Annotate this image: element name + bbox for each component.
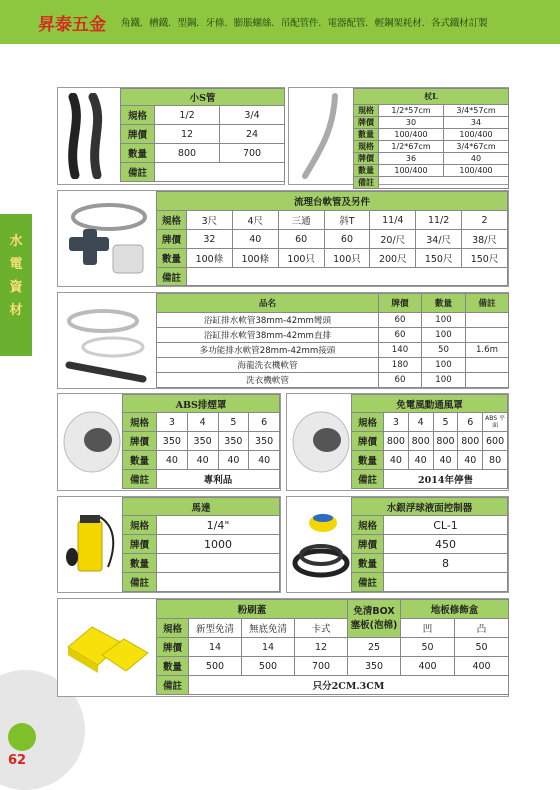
cell: 3/4*67cm: [444, 141, 509, 153]
l-pipe-card: [288, 87, 509, 185]
cell: 100: [422, 328, 466, 343]
float-switch-table: [351, 497, 508, 592]
cell: 100: [422, 358, 466, 373]
float-switch-title: 水銀浮球液面控制器: [352, 498, 508, 516]
cell: 100條: [232, 249, 278, 268]
vent-card: [286, 393, 509, 491]
cell: 100/400: [444, 165, 509, 177]
drain-hose-image: [63, 299, 151, 383]
item-name: 海龍洗衣機軟管: [157, 358, 379, 373]
cell: 3尺: [187, 211, 233, 230]
cell: 3: [157, 413, 188, 432]
cell: 40: [218, 451, 249, 470]
cell: 3: [384, 413, 409, 432]
cell: 12: [295, 638, 348, 657]
brush-cover-title: 粉刷蓋: [157, 600, 348, 619]
row-label: 規格: [352, 516, 384, 535]
row-label: 規格: [352, 413, 384, 432]
hood-image: [62, 404, 122, 480]
row-label: 備註: [123, 573, 157, 592]
cell: 新型免清: [189, 619, 242, 638]
row-label: 牌價: [123, 535, 157, 554]
l-pipe-title: 杖L: [354, 89, 509, 105]
item-name: 浴缸排水軟管38mm-42mm彎頭: [157, 313, 379, 328]
cell: 200尺: [370, 249, 416, 268]
cell: 2: [462, 211, 508, 230]
vent-title: 免電風動通風罩: [352, 395, 508, 413]
box-plug-title: 免清BOX: [353, 605, 395, 617]
float-switch-card: [286, 496, 509, 593]
row-label: 數量: [123, 451, 157, 470]
cell: 150尺: [416, 249, 462, 268]
cell: 450: [384, 535, 508, 554]
cell: 4尺: [232, 211, 278, 230]
note-cell: 專利品: [157, 470, 280, 489]
cell: 凹: [401, 619, 455, 638]
cell: 34: [444, 117, 509, 129]
box-cover-table: [156, 599, 509, 695]
row-label: 規格: [121, 106, 155, 125]
cell: 350: [157, 432, 188, 451]
row-label: 規格: [354, 105, 379, 117]
row-label: 牌價: [352, 432, 384, 451]
cell: [187, 268, 508, 286]
pump-image: [62, 507, 122, 583]
corner-dot: [8, 723, 36, 751]
cell: 100/400: [379, 129, 444, 141]
cell: 12: [155, 125, 220, 144]
cell: 40: [232, 230, 278, 249]
cell: 150尺: [462, 249, 508, 268]
hose-list-card: [57, 292, 509, 389]
row-label: 牌價: [157, 638, 189, 657]
cell: 32: [187, 230, 233, 249]
row-label: 數量: [354, 129, 379, 141]
cell: 1/4": [157, 516, 280, 535]
cell: 350: [249, 432, 280, 451]
cell: 14: [242, 638, 295, 657]
cell: CL-1: [384, 516, 508, 535]
cell: 700: [295, 657, 348, 676]
cell: 350: [348, 657, 401, 676]
cell: 60: [379, 373, 422, 388]
cell: ABS 平面: [483, 413, 508, 432]
box-cover-card: [57, 598, 509, 697]
row-label: 規格: [123, 413, 157, 432]
cell: 800: [433, 432, 458, 451]
cell: 5: [218, 413, 249, 432]
cell: 40: [458, 451, 483, 470]
cell: 60: [379, 313, 422, 328]
header-tagline: 角鐵．槽鐵．型鋼．牙條．膨脹螺絲．吊配管件．電器配管．輕鋼架耗材．各式鐵材訂製: [121, 18, 488, 29]
cell: 斜T: [324, 211, 370, 230]
cell: 40: [187, 451, 218, 470]
row-label: 規格: [157, 619, 189, 638]
cell: 34/尺: [416, 230, 462, 249]
cell: 4: [408, 413, 433, 432]
vent-image: [291, 404, 351, 480]
brand-title: 昇泰五金: [38, 15, 106, 35]
cell: 50: [401, 638, 455, 657]
cell: 無底免清: [242, 619, 295, 638]
cell: 700: [220, 144, 285, 163]
cell: 800: [155, 144, 220, 163]
row-label: 牌價: [354, 153, 379, 165]
cell: 80: [483, 451, 508, 470]
pump-table: [122, 497, 280, 592]
s-pipe-table: [120, 88, 285, 182]
cell: 100: [422, 373, 466, 388]
cell: 350: [187, 432, 218, 451]
pump-card: [57, 496, 281, 593]
col-header: 數量: [422, 294, 466, 313]
cell: 50: [422, 343, 466, 358]
row-label: 數量: [157, 657, 189, 676]
col-header: 牌價: [379, 294, 422, 313]
cell: 800: [384, 432, 409, 451]
cell: [155, 163, 285, 182]
cell: 40: [249, 451, 280, 470]
cell: [466, 373, 509, 388]
box-plug-subtitle: 塞板(泡棉): [350, 619, 398, 631]
cell: 1/2: [155, 106, 220, 125]
row-label: 備註: [354, 177, 379, 189]
cell: 1/2*67cm: [379, 141, 444, 153]
row-label: 備註: [157, 268, 187, 286]
row-label: 牌價: [123, 432, 157, 451]
cell: 11/4: [370, 211, 416, 230]
row-label: 規格: [157, 211, 187, 230]
cell: 100/400: [379, 165, 444, 177]
cell: 1/2*57cm: [379, 105, 444, 117]
cell: 14: [189, 638, 242, 657]
row-label: 規格: [354, 141, 379, 153]
cell: 500: [242, 657, 295, 676]
cell: 11/2: [416, 211, 462, 230]
row-label: 數量: [121, 144, 155, 163]
cell: 6: [458, 413, 483, 432]
cell: 3/4: [220, 106, 285, 125]
item-name: 洗衣機軟管: [157, 373, 379, 388]
cell: 40: [408, 451, 433, 470]
cell: [466, 313, 509, 328]
cell: [379, 177, 509, 189]
cell: 800: [408, 432, 433, 451]
cell: 500: [189, 657, 242, 676]
cell: [157, 554, 280, 573]
row-label: 牌價: [354, 117, 379, 129]
abs-hood-table: [122, 394, 280, 489]
header-bar: [0, 0, 560, 44]
row-label: 數量: [123, 554, 157, 573]
cell: 40: [433, 451, 458, 470]
cell: 140: [379, 343, 422, 358]
item-name: 多功能排水軟管28mm-42mm接頭: [157, 343, 379, 358]
col-header: 備註: [466, 294, 509, 313]
cell: 8: [384, 554, 508, 573]
cell: [157, 573, 280, 592]
sink-hose-table: [156, 191, 508, 286]
cell: [384, 573, 508, 592]
row-label: 數量: [157, 249, 187, 268]
cell: 100只: [278, 249, 324, 268]
cell: [466, 328, 509, 343]
row-label: 備註: [123, 470, 157, 489]
box-cover-image: [64, 613, 150, 683]
cell: 40: [384, 451, 409, 470]
row-label: 備註: [352, 573, 384, 592]
cell: 卡式: [295, 619, 348, 638]
side-tab-label: 水電資材: [9, 234, 23, 318]
note-cell: 只分2CM.3CM: [189, 676, 509, 695]
row-label: 牌價: [352, 535, 384, 554]
cell: 60: [278, 230, 324, 249]
cell: 350: [218, 432, 249, 451]
item-name: 浴缸排水軟管38mm-42mm直排: [157, 328, 379, 343]
s-pipe-title: 小S管: [121, 89, 285, 106]
cell: 30: [379, 117, 444, 129]
cell: 凸: [455, 619, 509, 638]
cell: 1000: [157, 535, 280, 554]
cell: 180: [379, 358, 422, 373]
cell: 100只: [324, 249, 370, 268]
page-number: 62: [8, 753, 27, 768]
cell: 100/400: [444, 129, 509, 141]
cell: 38/尺: [462, 230, 508, 249]
cell: 6: [249, 413, 280, 432]
cell: [466, 358, 509, 373]
row-label: 牌價: [157, 230, 187, 249]
cell: 400: [401, 657, 455, 676]
cell: 三通: [278, 211, 324, 230]
cell: 5: [433, 413, 458, 432]
abs-hood-card: [57, 393, 281, 491]
cell: 36: [379, 153, 444, 165]
float-switch-image: [291, 507, 353, 583]
cell: 100條: [187, 249, 233, 268]
row-label: 數量: [352, 451, 384, 470]
cell: 100: [422, 313, 466, 328]
cell: 3/4*57cm: [444, 105, 509, 117]
cell: 800: [458, 432, 483, 451]
note-cell: 2014年停售: [384, 470, 508, 489]
cell: 1.6m: [466, 343, 509, 358]
cell: 40: [444, 153, 509, 165]
pump-title: 馬達: [123, 498, 280, 516]
row-label: 數量: [354, 165, 379, 177]
col-header: 品名: [157, 294, 379, 313]
sink-hose-title: 流理台軟管及另件: [157, 192, 508, 211]
row-label: 規格: [123, 516, 157, 535]
row-label: 數量: [352, 554, 384, 573]
s-pipe-image: [63, 93, 115, 179]
row-label: 牌價: [121, 125, 155, 144]
row-label: 備註: [121, 163, 155, 182]
abs-hood-title: ABS排煙罩: [123, 395, 280, 413]
cell: 60: [324, 230, 370, 249]
hose-list-table: [156, 293, 509, 388]
cell: 20/尺: [370, 230, 416, 249]
s-pipe-card: [57, 87, 285, 185]
row-label: 備註: [157, 676, 189, 695]
sink-hose-card: [57, 190, 509, 287]
cell: 40: [157, 451, 188, 470]
cell: 25: [348, 638, 401, 657]
cell: 60: [379, 328, 422, 343]
cell: 24: [220, 125, 285, 144]
cell: 600: [483, 432, 508, 451]
l-pipe-image: [293, 92, 349, 180]
floor-box-title: 地板修飾盒: [401, 600, 509, 619]
sink-hose-image: [63, 197, 153, 281]
cell: 400: [455, 657, 509, 676]
box-plug-header: [348, 600, 401, 638]
cell: 4: [187, 413, 218, 432]
vent-table: [351, 394, 508, 489]
l-pipe-table: [353, 88, 509, 189]
cell: 50: [455, 638, 509, 657]
row-label: 備註: [352, 470, 384, 489]
